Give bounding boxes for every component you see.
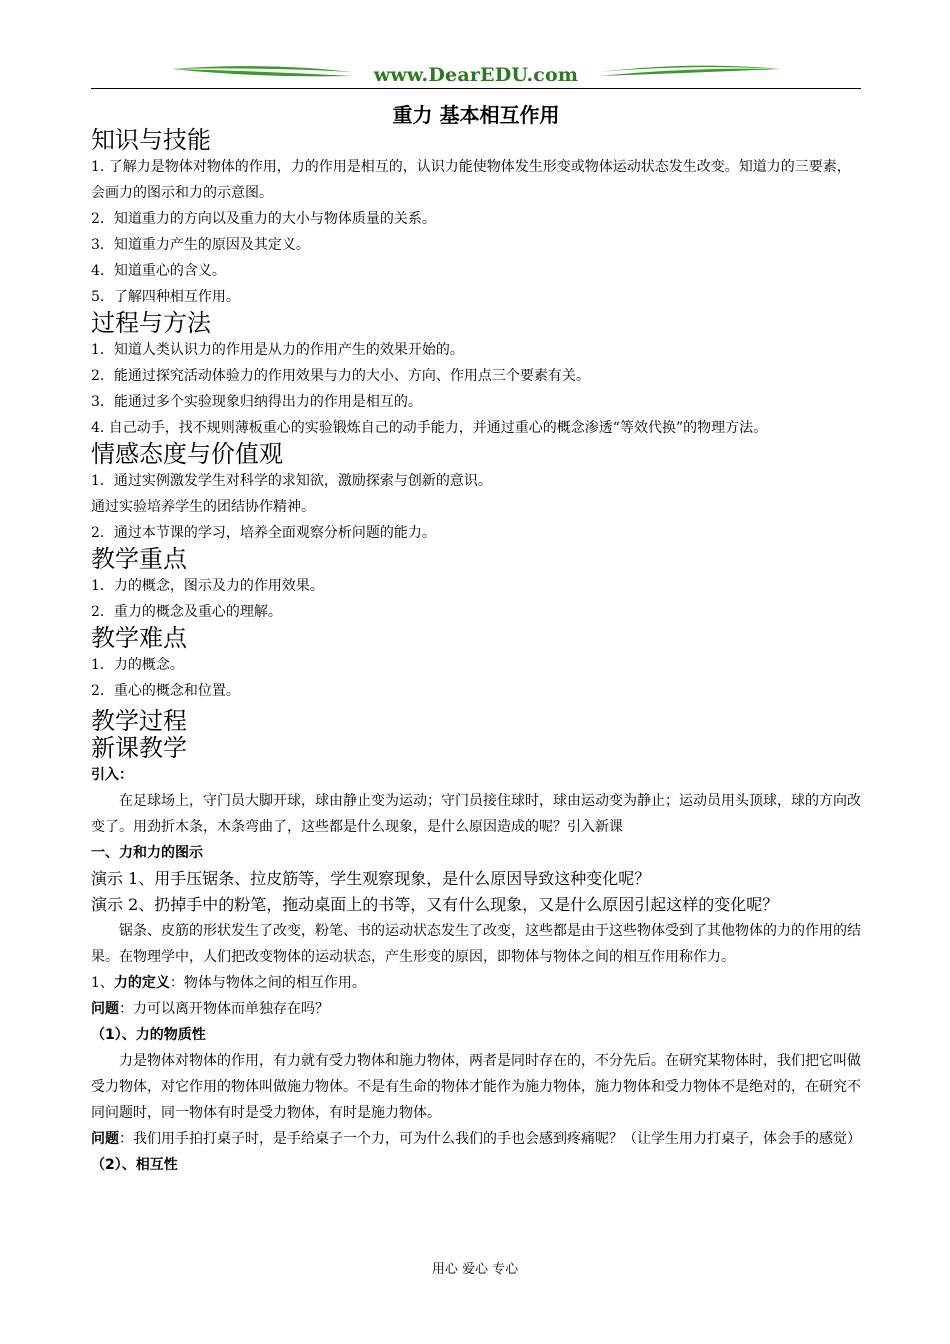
question-label: 问题 (91, 1131, 119, 1147)
header-rule (91, 88, 861, 89)
list-item: 2．重心的概念和位置。 (91, 683, 240, 699)
list-item: 4. 自己动手，找不规则薄板重心的实验锻炼自己的动手能力，并通过重心的概念渗透“等效代换”的物理方法。 (91, 420, 768, 436)
question-label: 问题 (91, 1001, 119, 1017)
section-heading: 教学重点 (91, 545, 187, 573)
question-text: ：我们用手拍打桌子时，是手给桌子一个力，可为什么我们的手也会感到疼痛呢？（让学生用力打桌子，体会手的感觉） (119, 1131, 861, 1147)
header-logo (91, 58, 861, 88)
body-paragraph: 力是物体对物体的作用，有力就有受力物体和施力物体，两者是同时存在的，不分先后。在研究某物体时，我们把它叫做受力物体，对它作用的物体叫做施力物体。不是有生命的物体才能作为施力物体，施力物体和受力物体不是绝对的，在研究不同问题时，同一物体有时是受力物体，有时是施力物体。 (91, 1053, 861, 1121)
list-item: 2．通过本节课的学习，培养全面观察分析问题的能力。 (91, 525, 436, 541)
question-1 (91, 996, 861, 1022)
definition-label: 力的定义 (113, 975, 170, 991)
intro-paragraph: 在足球场上，守门员大脚开球，球由静止变为运动；守门员接住球时，球由运动变为静止；运动员用头顶球，球的方向改变了。用劲折木条，木条弯曲了，这些都是什么现象，是什么原因造成的呢？引入新课 (91, 793, 861, 835)
document-page (91, 58, 861, 1178)
section-heading: 教学过程 (91, 707, 187, 735)
document-title: 重力 基本相互作用 (392, 103, 560, 127)
question-text: ：力可以离开物体而单独存在吗？ (119, 1001, 329, 1017)
section-heading: 教学难点 (91, 624, 187, 652)
demo-1: 演示 1、用手压锯条、拉皮筋等，学生观察现象，是什么原因导致这种变化呢？ (91, 869, 651, 888)
logo-text[interactable]: www.DearEDU.com (373, 64, 579, 86)
list-item: 5．了解四种相互作用。 (91, 289, 240, 305)
list-item: 2．知道重力的方向以及重力的大小与物体质量的关系。 (91, 211, 436, 227)
section-heading: 新课教学 (91, 734, 187, 762)
section-heading: 过程与方法 (91, 309, 211, 337)
demo-2: 演示 2、扔掉手中的粉笔，拖动桌面上的书等，又有什么现象，又是什么原因引起这样的变化呢？ (91, 895, 779, 914)
list-item: 3．知道重力产生的原因及其定义。 (91, 237, 310, 253)
list-item: 2．能通过探究活动体验力的作用效果与力的大小、方向、作用点三个要素有关。 (91, 368, 590, 384)
intro-label: 引入： (91, 767, 133, 783)
explain-paragraph: 锯条、皮筋的形状发生了改变，粉笔、书的运动状态发生了改变，这些都是由于这些物体受到了其他物体的力的作用的结果。在物理学中，人们把改变物体的运动状态，产生形变的原因，即物体与物体之间的相互作用称作力。 (91, 923, 861, 965)
list-item: 1．知道人类认识力的作用是从力的作用产生的效果开始的。 (91, 342, 464, 358)
list-item: 3．能通过多个实验现象归纳得出力的作用是相互的。 (91, 394, 422, 410)
section-heading: 情感态度与价值观 (91, 440, 283, 468)
list-item: 1．力的概念。 (91, 657, 184, 673)
sub-heading: （2）、相互性 (91, 1157, 178, 1173)
list-item: 1．力的概念，图示及力的作用效果。 (91, 578, 324, 594)
list-item: 2．重力的概念及重心的理解。 (91, 604, 282, 620)
list-item: 1．通过实例激发学生对科学的求知欲，激励探索与创新的意识。 (91, 473, 492, 489)
question-2 (91, 1126, 861, 1152)
list-item: 1. 了解力是物体对物体的作用，力的作用是相互的，认识力能使物体发生形变或物体运动状态发生改变。知道力的三要素，会画力的图示和力的示意图。 (91, 159, 851, 201)
definition-line (91, 970, 861, 996)
page-footer: 用心 爱心 专心 (431, 1262, 519, 1277)
list-item: 4．知道重心的含义。 (91, 263, 226, 279)
sub-heading: （1）、力的物质性 (91, 1027, 206, 1043)
definition-number: 1、 (91, 975, 114, 991)
list-item: 通过实验培养学生的团结协作精神。 (91, 499, 315, 515)
definition-text: ：物体与物体之间的相互作用。 (169, 975, 366, 991)
section-heading: 知识与技能 (91, 126, 211, 154)
part-heading: 一、力和力的图示 (91, 845, 203, 861)
